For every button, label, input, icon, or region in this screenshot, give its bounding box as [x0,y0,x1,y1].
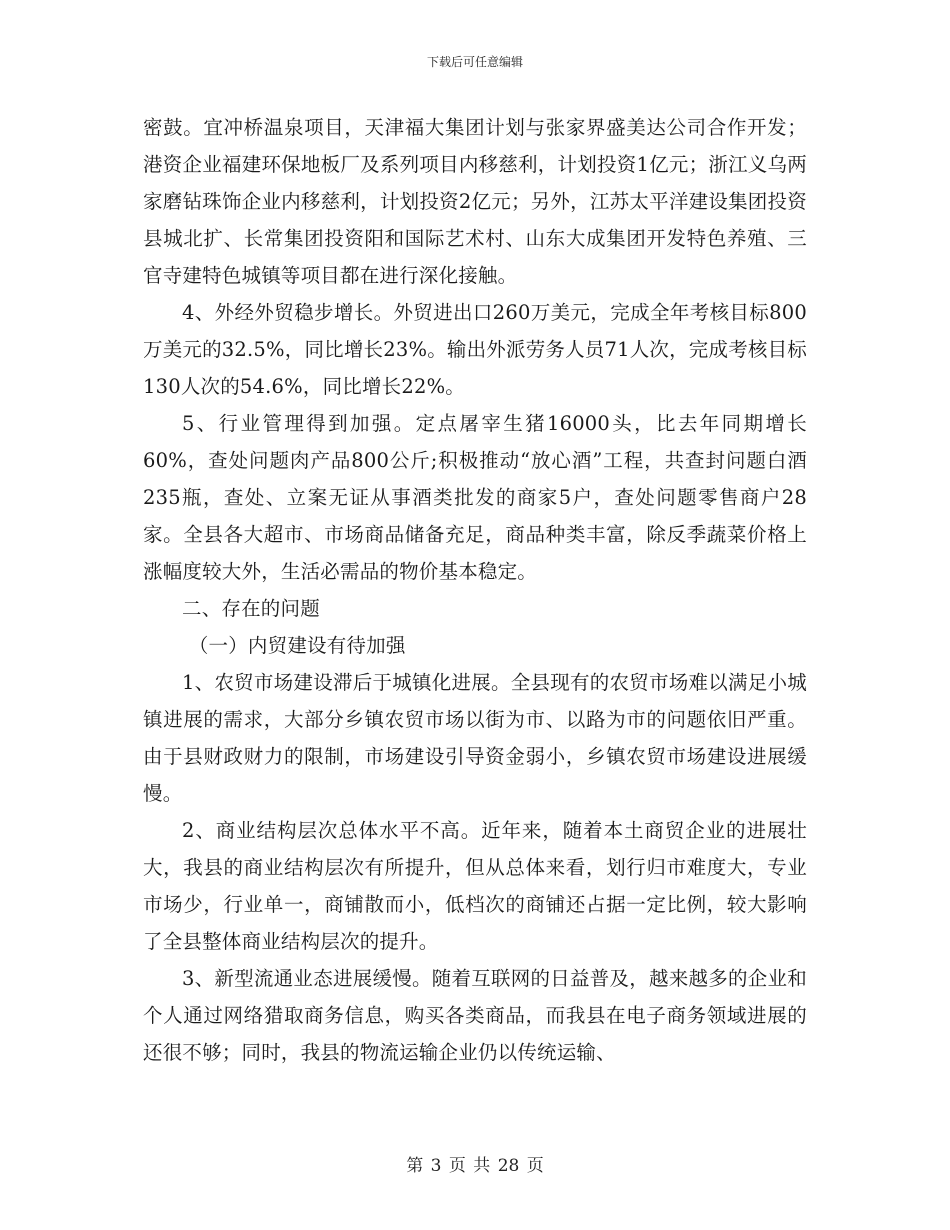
header-note: 下载后可任意编辑 [426,55,523,69]
paragraph-continuation: 密鼓。宜冲桥温泉项目，天津福大集团计划与张家界盛美达公司合作开发；港资企业福建环保地板厂及系列项目内移慈利，计划投资1亿元；浙江义乌两家磨钻珠饰企业内移慈利，计划投资2亿元；另外，江苏太平洋建设集团投资县城北扩、长常集团投资阳和国际艺术村、山东大成集团开发特色养殖、三官寺建特色城镇等项目都在进行深化接触。 [143,116,807,287]
section-heading-problems: 二、存在的问题 [182,597,320,620]
paragraph-new-circulation: 3、新型流通业态进展缓慢。随着互联网的日益普及，越来越多的企业和个人通过网络猎取商务信息，购买各类商品，而我县在电子商务领域进展的还很不够；同时，我县的物流运输企业仍以传统运输、 [143,967,807,1064]
page-number-footer: 第 3 页 共 28 页 [406,1156,544,1176]
paragraph-industry-management: 5、行业管理得到加强。定点屠宰生猪16000头，比去年同期增长60%，查处问题肉产品800公斤;积极推动“放心酒”工程，共查封问题白酒235瓶，查处、立案无证从事酒类批发的商家5户，查处问题零售商户28家。全县各大超市、市场商品储备充足，商品种类丰富，除反季蔬菜价格上涨幅度较大外，生活必需品的物价基本稳定。 [143,412,807,583]
document-body [143,109,807,1071]
paragraph-commercial-structure: 2、商业结构层次总体水平不高。近年来，随着本土商贸企业的进展壮大，我县的商业结构层次有所提升，但从总体来看，划行归市难度大，专业市场少，行业单一，商铺散而小，低档次的商铺还占据一定比例，较大影响了全县整体商业结构层次的提升。 [143,819,807,953]
subsection-heading-domestic-trade: （一）内贸建设有待加强 [188,634,406,657]
paragraph-farmers-market: 1、农贸市场建设滞后于城镇化进展。全县现有的农贸市场难以满足小城镇进展的需求，大部分乡镇农贸市场以街为市、以路为市的问题依旧严重。由于县财政财力的限制，市场建设引导资金弱小，乡镇农贸市场建设进展缓慢。 [143,671,807,805]
paragraph-foreign-trade: 4、外经外贸稳步增长。外贸进出口260万美元，完成全年考核目标800万美元的32.5%，同比增长23%。输出外派劳务人员71人次，完成考核目标130人次的54.6%，同比增长22%。 [143,301,808,398]
